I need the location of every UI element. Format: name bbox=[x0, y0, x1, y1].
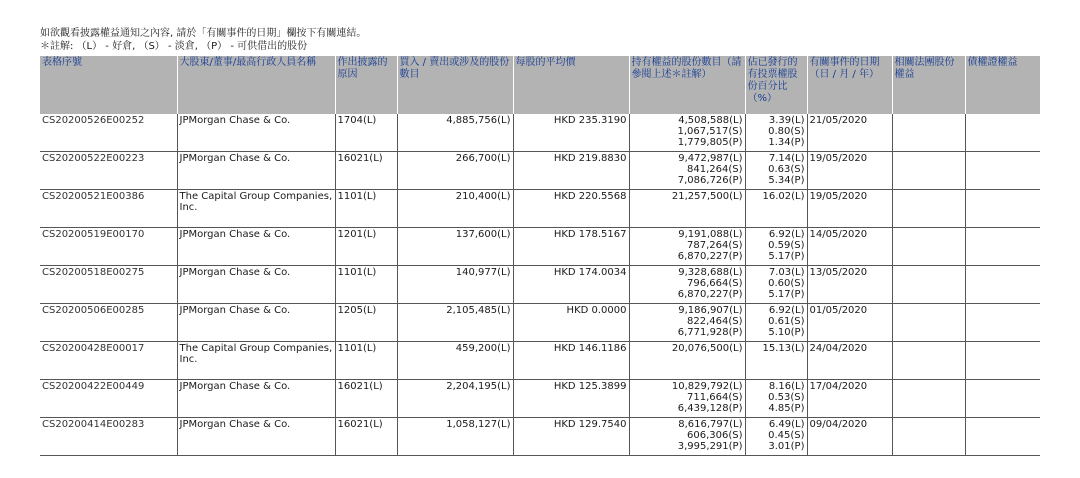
shares-held-cell-line: 1,067,517(S) bbox=[677, 126, 743, 137]
associated-corp-cell bbox=[892, 266, 965, 304]
form-number-cell: CS20200422E00449 bbox=[40, 380, 177, 418]
shares-held-cell-line: 9,328,688(L) bbox=[678, 267, 743, 278]
shares-involved-cell: 266,700(L) bbox=[397, 152, 513, 190]
shares-held-cell bbox=[629, 304, 745, 342]
avg-price-cell: HKD 174.0034 bbox=[513, 266, 629, 304]
shares-held-cell bbox=[629, 114, 745, 152]
percentage-cell-line: 4.85(P) bbox=[768, 403, 805, 414]
debentures-cell bbox=[965, 114, 1040, 152]
table-row bbox=[40, 190, 1040, 228]
shares-held-cell-line: 10,829,792(L) bbox=[671, 381, 743, 392]
shares-involved-cell: 1,058,127(L) bbox=[397, 418, 513, 456]
percentage-cell-line: 5.34(P) bbox=[768, 175, 805, 186]
reason-code-cell: 1201(L) bbox=[335, 228, 397, 266]
shares-held-cell bbox=[629, 266, 745, 304]
disclosure-table bbox=[40, 56, 1040, 456]
percentage-cell-line: 1.34(P) bbox=[768, 137, 805, 148]
debentures-cell bbox=[965, 342, 1040, 380]
event-date-cell[interactable]: 17/04/2020 bbox=[807, 380, 892, 418]
percentage-cell-line: 0.61(S) bbox=[768, 316, 805, 327]
header-event-date: 有關事件的日期（日 / 月 / 年） bbox=[807, 56, 892, 114]
percentage-cell-line: 15.13(L) bbox=[762, 343, 805, 354]
percentage-cell-line: 0.59(S) bbox=[768, 240, 805, 251]
avg-price-cell: HKD 146.1186 bbox=[513, 342, 629, 380]
percentage-cell bbox=[745, 190, 807, 228]
shares-involved-cell: 459,200(L) bbox=[397, 342, 513, 380]
table-row bbox=[40, 380, 1040, 418]
shares-involved-cell: 210,400(L) bbox=[397, 190, 513, 228]
percentage-cell-line: 0.45(S) bbox=[768, 430, 805, 441]
holder-name-cell: JPMorgan Chase & Co. bbox=[177, 152, 335, 190]
percentage-cell-line: 6.49(L) bbox=[768, 419, 805, 430]
event-date-cell[interactable]: 13/05/2020 bbox=[807, 266, 892, 304]
avg-price-cell: HKD 235.3190 bbox=[513, 114, 629, 152]
form-number-cell: CS20200414E00283 bbox=[40, 418, 177, 456]
event-date-cell[interactable]: 01/05/2020 bbox=[807, 304, 892, 342]
table-header-row bbox=[40, 56, 1040, 114]
shares-held-cell bbox=[629, 342, 745, 380]
reason-code-cell: 1704(L) bbox=[335, 114, 397, 152]
debentures-cell bbox=[965, 190, 1040, 228]
notes-line-1: 如欲觀看披露權益通知之內容, 請於「有關事件的日期」欄按下有關連結。 bbox=[40, 28, 367, 39]
reason-code-cell: 16021(L) bbox=[335, 418, 397, 456]
holder-name-cell: JPMorgan Chase & Co. bbox=[177, 418, 335, 456]
form-number-cell: CS20200526E00252 bbox=[40, 114, 177, 152]
percentage-cell-line: 3.39(L) bbox=[768, 115, 805, 126]
percentage-cell bbox=[745, 114, 807, 152]
percentage-cell-line: 7.03(L) bbox=[768, 267, 805, 278]
shares-held-cell-line: 20,076,500(L) bbox=[671, 343, 743, 354]
notes-line-2: ＊註解: （L） - 好倉, （S） - 淡倉, （P） - 可供借出的股份 bbox=[40, 41, 308, 52]
shares-held-cell-line: 6,439,128(P) bbox=[677, 403, 743, 414]
holder-name-cell: JPMorgan Chase & Co. bbox=[177, 304, 335, 342]
event-date-cell[interactable]: 19/05/2020 bbox=[807, 190, 892, 228]
shares-involved-cell: 140,977(L) bbox=[397, 266, 513, 304]
header-shares-held: 持有權益的股份數目（請參閱上述＊註解） bbox=[629, 56, 745, 114]
header-avg-price: 每股的平均價 bbox=[513, 56, 629, 114]
table-row bbox=[40, 152, 1040, 190]
header-associated-corp: 相關法團股份權益 bbox=[892, 56, 965, 114]
associated-corp-cell bbox=[892, 190, 965, 228]
associated-corp-cell bbox=[892, 342, 965, 380]
associated-corp-cell bbox=[892, 152, 965, 190]
percentage-cell-line: 0.63(S) bbox=[768, 164, 805, 175]
avg-price-cell: HKD 125.3899 bbox=[513, 380, 629, 418]
debentures-cell bbox=[965, 304, 1040, 342]
shares-involved-cell: 2,204,195(L) bbox=[397, 380, 513, 418]
percentage-cell bbox=[745, 342, 807, 380]
shares-involved-cell: 4,885,756(L) bbox=[397, 114, 513, 152]
avg-price-cell: HKD 220.5568 bbox=[513, 190, 629, 228]
percentage-cell-line: 5.17(P) bbox=[768, 289, 805, 300]
shares-involved-cell: 137,600(L) bbox=[397, 228, 513, 266]
associated-corp-cell bbox=[892, 304, 965, 342]
percentage-cell-line: 0.60(S) bbox=[768, 278, 805, 289]
debentures-cell bbox=[965, 228, 1040, 266]
shares-held-cell-line: 21,257,500(L) bbox=[671, 191, 743, 202]
event-date-cell[interactable]: 21/05/2020 bbox=[807, 114, 892, 152]
percentage-cell-line: 0.53(S) bbox=[768, 392, 805, 403]
percentage-cell-line: 7.14(L) bbox=[768, 153, 805, 164]
percentage-cell bbox=[745, 266, 807, 304]
reason-code-cell: 16021(L) bbox=[335, 380, 397, 418]
form-number-cell: CS20200506E00285 bbox=[40, 304, 177, 342]
shares-held-cell bbox=[629, 152, 745, 190]
reason-code-cell: 1101(L) bbox=[335, 342, 397, 380]
form-number-cell: CS20200428E00017 bbox=[40, 342, 177, 380]
shares-held-cell bbox=[629, 380, 745, 418]
notes bbox=[40, 27, 366, 53]
percentage-cell-line: 6.92(L) bbox=[768, 229, 805, 240]
percentage-cell-line: 5.17(P) bbox=[768, 251, 805, 262]
form-number-cell: CS20200522E00223 bbox=[40, 152, 177, 190]
shares-held-cell-line: 787,264(S) bbox=[686, 240, 743, 251]
avg-price-cell: HKD 129.7540 bbox=[513, 418, 629, 456]
shares-held-cell-line: 711,664(S) bbox=[686, 392, 743, 403]
table-body bbox=[40, 114, 1040, 456]
holder-name-cell: The Capital Group Companies, Inc. bbox=[177, 190, 335, 228]
header-name: 大股東/董事/最高行政人員名稱 bbox=[177, 56, 335, 114]
shares-held-cell-line: 9,191,088(L) bbox=[678, 229, 743, 240]
shares-held-cell bbox=[629, 228, 745, 266]
form-number-cell: CS20200518E00275 bbox=[40, 266, 177, 304]
holder-name-cell: JPMorgan Chase & Co. bbox=[177, 228, 335, 266]
event-date-cell[interactable]: 24/04/2020 bbox=[807, 342, 892, 380]
associated-corp-cell bbox=[892, 114, 965, 152]
shares-held-cell-line: 6,771,928(P) bbox=[677, 327, 743, 338]
avg-price-cell: HKD 178.5167 bbox=[513, 228, 629, 266]
table-row bbox=[40, 304, 1040, 342]
debentures-cell bbox=[965, 266, 1040, 304]
shares-held-cell-line: 6,870,227(P) bbox=[677, 251, 743, 262]
shares-held-cell-line: 796,664(S) bbox=[686, 278, 743, 289]
header-form-no: 表格序號 bbox=[40, 56, 177, 114]
shares-held-cell-line: 9,186,907(L) bbox=[678, 305, 743, 316]
percentage-cell bbox=[745, 228, 807, 266]
associated-corp-cell bbox=[892, 418, 965, 456]
shares-held-cell-line: 841,264(S) bbox=[686, 164, 743, 175]
shares-held-cell-line: 6,870,227(P) bbox=[677, 289, 743, 300]
shares-held-cell-line: 9,472,987(L) bbox=[678, 153, 743, 164]
shares-held-cell-line: 3,995,291(P) bbox=[677, 441, 743, 452]
debentures-cell bbox=[965, 380, 1040, 418]
associated-corp-cell bbox=[892, 228, 965, 266]
percentage-cell-line: 3.01(P) bbox=[768, 441, 805, 452]
event-date-cell[interactable]: 09/04/2020 bbox=[807, 418, 892, 456]
table-row bbox=[40, 114, 1040, 152]
disclosure-table-wrapper bbox=[40, 56, 1040, 456]
associated-corp-cell bbox=[892, 380, 965, 418]
percentage-cell-line: 5.10(P) bbox=[768, 327, 805, 338]
form-number-cell: CS20200521E00386 bbox=[40, 190, 177, 228]
shares-held-cell-line: 4,508,588(L) bbox=[678, 115, 743, 126]
avg-price-cell: HKD 0.0000 bbox=[513, 304, 629, 342]
reason-code-cell: 1101(L) bbox=[335, 190, 397, 228]
holder-name-cell: JPMorgan Chase & Co. bbox=[177, 380, 335, 418]
table-row bbox=[40, 228, 1040, 266]
table-row bbox=[40, 266, 1040, 304]
reason-code-cell: 1101(L) bbox=[335, 266, 397, 304]
table-row bbox=[40, 342, 1040, 380]
shares-held-cell-line: 1,779,805(P) bbox=[677, 137, 743, 148]
event-date-cell[interactable]: 14/05/2020 bbox=[807, 228, 892, 266]
percentage-cell bbox=[745, 304, 807, 342]
header-percentage: 佔已發行的有投票權股份百分比（%） bbox=[745, 56, 807, 114]
shares-held-cell bbox=[629, 418, 745, 456]
percentage-cell bbox=[745, 380, 807, 418]
debentures-cell bbox=[965, 418, 1040, 456]
shares-held-cell-line: 8,616,797(L) bbox=[678, 419, 743, 430]
percentage-cell-line: 16.02(L) bbox=[762, 191, 805, 202]
percentage-cell bbox=[745, 152, 807, 190]
form-number-cell: CS20200519E00170 bbox=[40, 228, 177, 266]
shares-involved-cell: 2,105,485(L) bbox=[397, 304, 513, 342]
percentage-cell bbox=[745, 418, 807, 456]
shares-held-cell bbox=[629, 190, 745, 228]
header-shares-involved: 買入 / 賣出或涉及的股份數目 bbox=[397, 56, 513, 114]
holder-name-cell: JPMorgan Chase & Co. bbox=[177, 266, 335, 304]
percentage-cell-line: 8.16(L) bbox=[768, 381, 805, 392]
header-debentures: 債權證權益 bbox=[965, 56, 1040, 114]
holder-name-cell: JPMorgan Chase & Co. bbox=[177, 114, 335, 152]
shares-held-cell-line: 822,464(S) bbox=[686, 316, 743, 327]
table-row bbox=[40, 418, 1040, 456]
holder-name-cell: The Capital Group Companies, Inc. bbox=[177, 342, 335, 380]
percentage-cell-line: 6.92(L) bbox=[768, 305, 805, 316]
avg-price-cell: HKD 219.8830 bbox=[513, 152, 629, 190]
percentage-cell-line: 0.80(S) bbox=[768, 126, 805, 137]
reason-code-cell: 1205(L) bbox=[335, 304, 397, 342]
header-reason: 作出披露的原因 bbox=[335, 56, 397, 114]
reason-code-cell: 16021(L) bbox=[335, 152, 397, 190]
debentures-cell bbox=[965, 152, 1040, 190]
shares-held-cell-line: 606,306(S) bbox=[686, 430, 743, 441]
event-date-cell[interactable]: 19/05/2020 bbox=[807, 152, 892, 190]
shares-held-cell-line: 7,086,726(P) bbox=[677, 175, 743, 186]
